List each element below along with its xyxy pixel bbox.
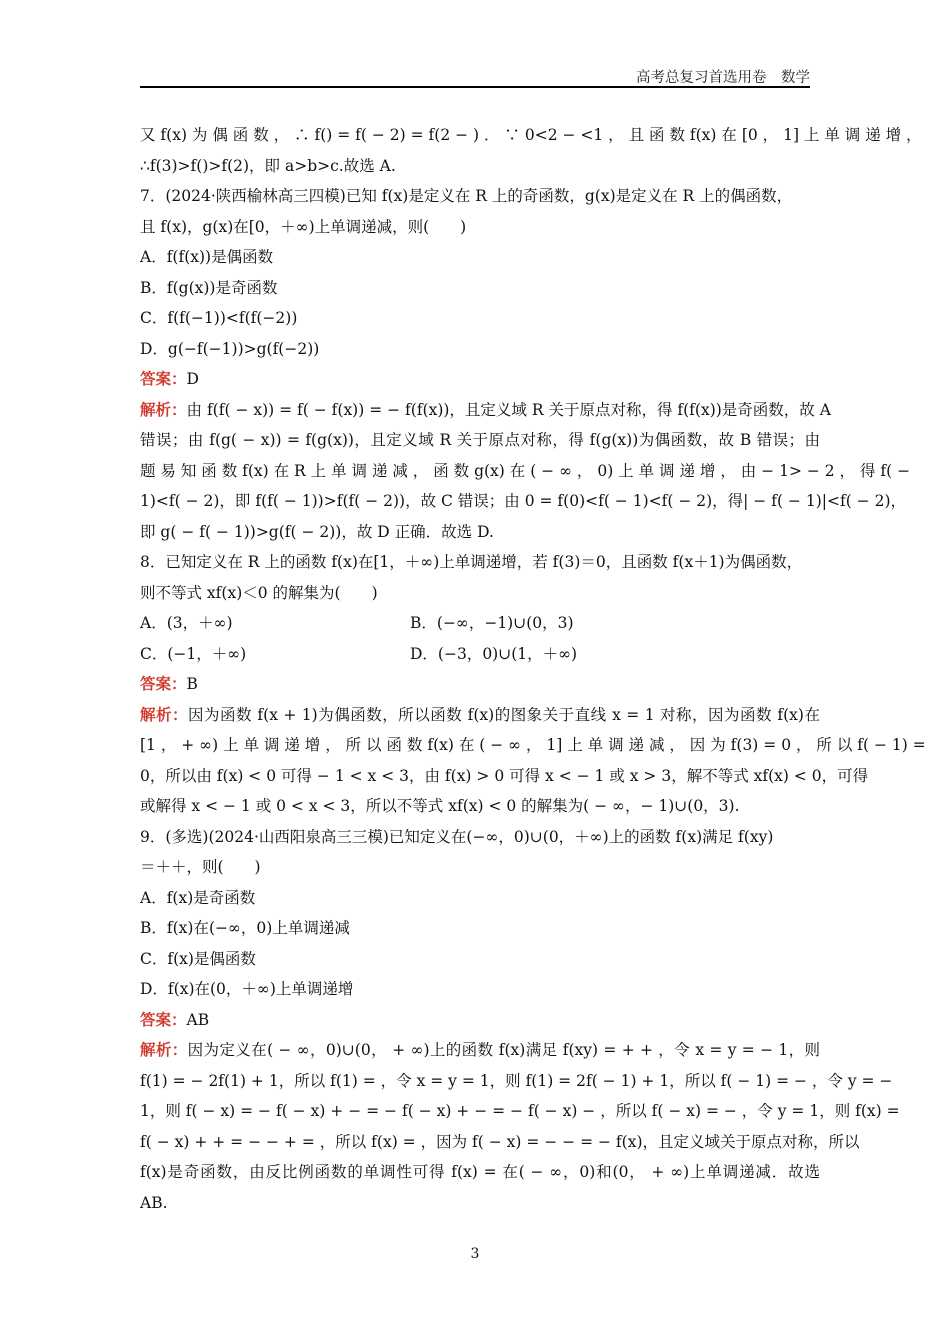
answer-7 (140, 364, 820, 395)
question-9-option-a: A．f(x)是奇函数 (140, 888, 256, 907)
solution-9-line: f(1) = − 2f(1) + 1，所以 f(1) = ，令 x = y = 1，则 f(1) = 2f( − 1) + 1，所以 f( − 1) = − ，令 y = − (140, 1071, 893, 1090)
question-8-option-b: B．(−∞，−1)∪(0，3) (410, 614, 574, 632)
solution-text: 因为函数 f(x + 1)为偶函数，所以函数 f(x)的图象关于直线 x = 1 对称，因为函数 f(x)在 (188, 705, 820, 724)
answer-label: 答案： (140, 1009, 187, 1029)
answer-label: 答案： (140, 674, 187, 693)
question-8-stem: 则不等式 xf(x)＜0 的解集为( ) (140, 583, 378, 602)
solution-label: 解析： (140, 1040, 188, 1059)
solution-text: 因为定义在( − ∞，0)∪(0， + ∞)上的函数 f(x)满足 f(xy) = + + ，令 x = y = − 1，则 (187, 1041, 820, 1059)
page-content (140, 120, 926, 1218)
question-7-option-c: C．f(f(−1))<f(f(−2)) (140, 309, 298, 327)
solution-7-line: 错误；由 f(g( − x)) = f(g(x))，且定义域 R 关于原点对称，得 f(g(x))为偶函数，故 B 错误；由 (140, 431, 820, 449)
solution-9-line (140, 1035, 820, 1066)
answer-9 (140, 1005, 820, 1036)
question-8-options-row (140, 639, 820, 670)
solution-7-line: 题 易 知 函 数 f(x) 在 R 上 单 调 递 减 ， 函 数 g(x) 在 ( − ∞ ， 0) 上 单 调 递 增 ， 由 − 1> − 2 ， 得 f( − (140, 461, 911, 480)
solution-8-line (140, 700, 820, 731)
question-9-option-d: D．f(x)在(0，＋∞)上单调递增 (140, 980, 354, 998)
question-8-option-a: A．(3，＋∞) (140, 614, 233, 632)
question-9-option-b: B．f(x)在(−∞，0)上单调递减 (140, 919, 350, 937)
question-7-option-a: A．f(f(x))是偶函数 (140, 248, 274, 266)
solution-label: 解析： (140, 704, 188, 724)
question-7-option-d: D．g(−f(−1))>g(f(−2)) (140, 339, 320, 358)
solution-9-line: f(x)是奇函数，由反比例函数的单调性可得 f(x) = 在( − ∞，0)和(0， + ∞)上单调递减．故选 (140, 1163, 820, 1181)
question-9-option-c: C．f(x)是偶函数 (140, 949, 256, 968)
question-8-options-row (140, 608, 820, 639)
solution-9-line: AB. (140, 1193, 168, 1212)
question-9-stem: ＝＋＋，则( ) (140, 858, 261, 876)
question-7-option-b: B．f(g(x))是奇函数 (140, 278, 278, 297)
question-8-option-d: D．(−3，0)∪(1，＋∞) (410, 644, 578, 663)
solution-8-line: [1 ， + ∞) 上 单 调 递 增 ， 所 以 函 数 f(x) 在 ( − ∞ ， 1] 上 单 调 递 减 ， 因 为 f(3) = 0 ， 所 以 f( − 1) = (140, 736, 926, 754)
answer-value: AB (186, 1010, 210, 1029)
answer-value: D (186, 370, 199, 388)
solution-label: 解析： (140, 399, 187, 419)
solution-7-line: 1)<f( − 2)，即 f(f( − 1))>f(f( − 2))，故 C 错误；由 0 = f(0)<f( − 1)<f( − 2)，得| − f( − 1)|<f( − 2)， (140, 492, 906, 510)
solution-7-line: 即 g( − f( − 1))>g(f( − 2))，故 D 正确．故选 D. (140, 522, 494, 541)
page-number: 3 (470, 1246, 480, 1262)
text-line: 又 f(x) 为 偶 函 数 ， ∴ f() = f( − 2) = f(2 − ) ． ∵ 0<2 − <1 ， 且 函 数 f(x) 在 [0 ， 1] 上 单 调 递 增 ， (140, 126, 922, 144)
solution-7-line (140, 395, 831, 426)
solution-9-line: f( − x) + + = − − + = ，所以 f(x) = ，因为 f( − x) = − − = − f(x)，且定义域关于原点对称，所以 (140, 1132, 860, 1151)
question-8-stem: 8．已知定义在 R 上的函数 f(x)在[1，＋∞)上单调递增，若 f(3)＝0，且函数 f(x＋1)为偶函数， (140, 553, 803, 571)
question-8-option-c: C．(−1，＋∞) (140, 644, 247, 663)
question-9-stem: 9．(多选)(2024·山西阳泉高三三模)已知定义在(−∞，0)∪(0，＋∞)上的函数 f(x)满足 f(xy) (140, 827, 774, 846)
question-7-stem: 且 f(x)，g(x)在[0，＋∞)上单调递减，则( ) (140, 217, 467, 236)
answer-label: 答案： (140, 369, 187, 388)
solution-8-line: 或解得 x < − 1 或 0 < x < 3，所以不等式 xf(x) < 0 的解集为( − ∞，− 1)∪(0，3). (140, 797, 740, 815)
answer-value: B (186, 675, 198, 693)
page-header: 高考总复习首选用卷 数学 (636, 70, 810, 86)
question-7-stem: 7．(2024·陕西榆林高三四模)已知 f(x)是定义在 R 上的奇函数，g(x)是定义在 R 上的偶函数， (140, 187, 793, 205)
solution-text: 由 f(f( − x)) = f( − f(x)) = − f(f(x))，且定义域 R 关于原点对称，得 f(f(x))是奇函数，故 A (186, 400, 831, 419)
solution-9-line: 1，则 f( − x) = − f( − x) + − = − f( − x) + − = − f( − x) − ，所以 f( − x) = − ，令 y = 1，则 f(x) = (140, 1102, 900, 1120)
text-line: ∴f(3)>f()>f(2)，即 a>b>c.故选 A. (140, 156, 396, 175)
answer-8 (140, 669, 820, 700)
solution-8-line: 0，所以由 f(x) < 0 可得 − 1 < x < 3，由 f(x) > 0 可得 x < − 1 或 x > 3，解不等式 xf(x) < 0，可得 (140, 766, 869, 785)
header-rule (140, 86, 810, 88)
